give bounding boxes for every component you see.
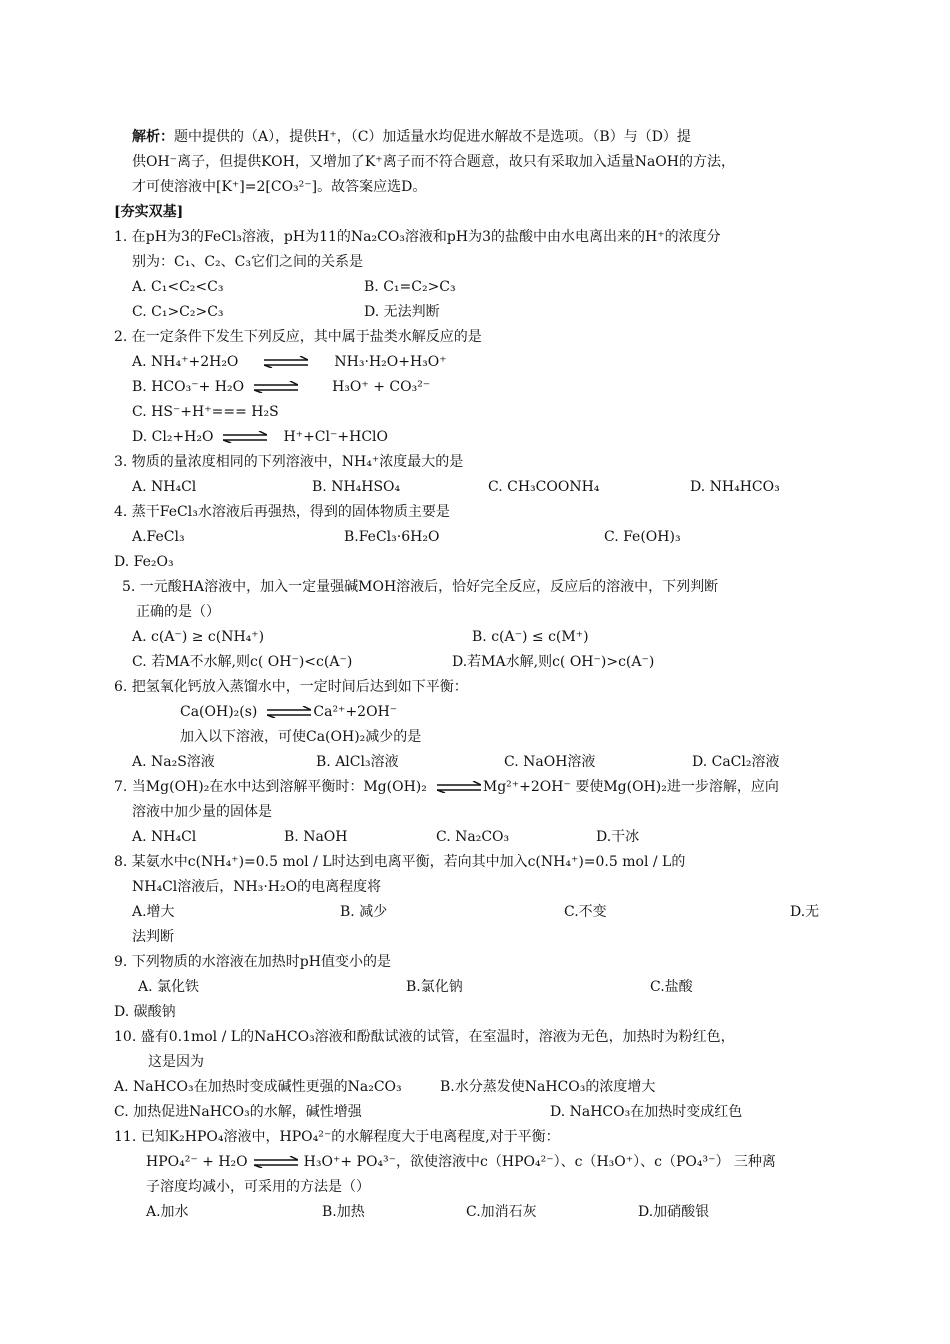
q4-stem: 4. 蒸干FeCl₃水溶液后再强热，得到的固体物质主要是 bbox=[114, 504, 450, 520]
q11-option-b: B.加热 bbox=[322, 1204, 365, 1220]
q8-option-b: B. 减少 bbox=[340, 904, 388, 920]
q1-option-a: A. C₁<C₂<C₃ bbox=[132, 279, 224, 295]
q2-option-a: A. NH₄⁺+2H₂O NH₃·H₂O+H₃O⁺ bbox=[132, 354, 447, 370]
equilibrium-arrow-icon bbox=[223, 431, 267, 443]
q8-stem-2: NH₄Cl溶液后，NH₃·H₂O的电离程度将 bbox=[132, 879, 382, 895]
q4-option-b: B.FeCl₃·6H₂O bbox=[344, 529, 440, 545]
q7-option-d: D.干冰 bbox=[596, 829, 640, 845]
q5-stem-2: 正确的是（） bbox=[136, 604, 220, 620]
q1-stem-2: 别为：C₁、C₂、C₃它们之间的关系是 bbox=[132, 254, 363, 270]
q11-stem-3: 子溶度均减小，可采用的方法是（） bbox=[146, 1179, 370, 1195]
q2-option-d: D. Cl₂+H₂O H⁺+Cl⁻+HClO bbox=[132, 429, 388, 445]
q5-option-d: D.若MA水解,则c( OH⁻)>c(A⁻) bbox=[452, 654, 655, 670]
q11-stem-1: 11. 已知K₂HPO₄溶液中，HPO₄²⁻的水解程度大于电离程度,对于平衡： bbox=[114, 1129, 560, 1145]
q10-option-d: D. NaHCO₃在加热时变成红色 bbox=[550, 1104, 743, 1120]
q4-option-c: C. Fe(OH)₃ bbox=[604, 529, 681, 545]
q2-option-c: C. HS⁻+H⁺=== H₂S bbox=[132, 404, 279, 420]
q10-option-a: A. NaHCO₃在加热时变成碱性更强的Na₂CO₃ bbox=[114, 1079, 402, 1095]
q11-stem-2: HPO₄²⁻ + H₂O H₃O⁺+ PO₄³⁻，欲使溶液中c（HPO₄²⁻）、c（H₃O⁺）、c（PO₄³⁻） 三种离 bbox=[146, 1154, 776, 1170]
q1-option-d: D. 无法判断 bbox=[364, 304, 440, 320]
q3-option-d: D. NH₄HCO₃ bbox=[690, 479, 780, 495]
q10-stem-2: 这是因为 bbox=[148, 1054, 204, 1070]
q9-stem: 9. 下列物质的水溶液在加热时pH值变小的是 bbox=[114, 954, 391, 970]
q9-option-c: C.盐酸 bbox=[650, 979, 693, 995]
q4-option-a: A.FeCl₃ bbox=[132, 529, 185, 545]
q3-option-a: A. NH₄Cl bbox=[132, 479, 197, 495]
q10-stem-1: 10. 盛有0.1mol / L的NaHCO₃溶液和酚酞试液的试管，在室温时，溶液为无色，加热时为粉红色， bbox=[114, 1029, 735, 1045]
q1-option-c: C. C₁>C₂>C₃ bbox=[132, 304, 224, 320]
q7-option-c: C. Na₂CO₃ bbox=[436, 829, 510, 845]
q7-option-a: A. NH₄Cl bbox=[132, 829, 197, 845]
q6-option-b: B. AlCl₃溶液 bbox=[316, 754, 399, 770]
q8-stem-1: 8. 某氨水中c(NH₄⁺)=0.5 mol / L时达到电离平衡，若向其中加入c(NH₄⁺)=0.5 mol / L的 bbox=[114, 854, 686, 870]
q5-stem-1: 5. 一元酸HA溶液中，加入一定量强碱MOH溶液后，恰好完全反应，反应后的溶液中，下列判断 bbox=[122, 579, 719, 595]
equilibrium-arrow-icon bbox=[264, 356, 308, 368]
q10-option-c: C. 加热促进NaHCO₃的水解，碱性增强 bbox=[114, 1104, 362, 1120]
q6-option-a: A. Na₂S溶液 bbox=[132, 754, 215, 770]
analysis-line-1: 解析：题中提供的（A），提供H⁺，（C）加适量水均促进水解故不是选项。（B）与（D）提 bbox=[132, 129, 691, 145]
q5-option-a: A. c(A⁻) ≥ c(NH₄⁺) bbox=[132, 629, 265, 645]
q6-option-c: C. NaOH溶液 bbox=[504, 754, 596, 770]
q11-option-a: A.加水 bbox=[146, 1204, 189, 1220]
q5-option-b: B. c(A⁻) ≤ c(M⁺) bbox=[472, 629, 589, 645]
q7-stem-2: 溶液中加少量的固体是 bbox=[132, 804, 272, 820]
q7-option-b: B. NaOH bbox=[284, 829, 348, 845]
q3-option-b: B. NH₄HSO₄ bbox=[312, 479, 401, 495]
q3-option-c: C. CH₃COONH₄ bbox=[488, 479, 600, 495]
analysis-line-3: 才可使溶液中[K⁺]=2[CO₃²⁻]。故答案应选D。 bbox=[132, 179, 427, 195]
section-title: [夯实双基] bbox=[114, 204, 184, 220]
q7-stem-1: 7. 当Mg(OH)₂在水中达到溶解平衡时：Mg(OH)₂ Mg²⁺+2OH⁻ 要使Mg(OH)₂进一步溶解，应向 bbox=[114, 779, 779, 795]
q8-option-d-continued: 法判断 bbox=[132, 929, 174, 945]
q6-option-d: D. CaCl₂溶液 bbox=[692, 754, 780, 770]
q8-option-c: C.不变 bbox=[564, 904, 607, 920]
q2-option-b: B. HCO₃⁻+ H₂O H₃O⁺ + CO₃²⁻ bbox=[132, 379, 431, 395]
q11-option-c: C.加消石灰 bbox=[466, 1204, 537, 1220]
q6-stem: 6. 把氢氧化钙放入蒸馏水中，一定时间后达到如下平衡： bbox=[114, 679, 468, 695]
q10-option-b: B.水分蒸发使NaHCO₃的浓度增大 bbox=[440, 1079, 656, 1095]
q2-stem: 2. 在一定条件下发生下列反应，其中属于盐类水解反应的是 bbox=[114, 329, 482, 345]
q9-option-d: D. 碳酸钠 bbox=[114, 1004, 176, 1020]
q6-stem-2: 加入以下溶液，可使Ca(OH)₂减少的是 bbox=[180, 729, 422, 745]
q9-option-a: A. 氯化铁 bbox=[138, 979, 200, 995]
q8-option-d: D.无 bbox=[790, 904, 820, 920]
q1-stem-1: 1. 在pH为3的FeCl₃溶液，pH为11的Na₂CO₃溶液和pH为3的盐酸中由水电离出来的H⁺的浓度分 bbox=[114, 229, 721, 245]
q8-option-a: A.增大 bbox=[132, 904, 175, 920]
q4-option-d: D. Fe₂O₃ bbox=[114, 554, 174, 570]
q9-option-b: B.氯化钠 bbox=[406, 979, 463, 995]
equilibrium-arrow-icon bbox=[437, 781, 481, 793]
q11-option-d: D.加硝酸银 bbox=[638, 1204, 710, 1220]
q3-stem: 3. 物质的量浓度相同的下列溶液中，NH₄⁺浓度最大的是 bbox=[114, 454, 464, 470]
analysis-label: 解析： bbox=[132, 129, 174, 145]
q5-option-c: C. 若MA不水解,则c( OH⁻)<c(A⁻) bbox=[132, 654, 353, 670]
analysis-line-2: 供OH⁻离子，但提供KOH，又增加了K⁺离子而不符合题意，故只有采取加入适量NaOH的方法， bbox=[132, 154, 735, 170]
q6-equation: Ca(OH)₂(s) Ca²⁺+2OH⁻ bbox=[180, 704, 398, 720]
equilibrium-arrow-icon bbox=[267, 706, 311, 718]
equilibrium-arrow-icon bbox=[254, 1156, 298, 1168]
q1-option-b: B. C₁=C₂>C₃ bbox=[364, 279, 456, 295]
equilibrium-arrow-icon bbox=[254, 381, 298, 393]
